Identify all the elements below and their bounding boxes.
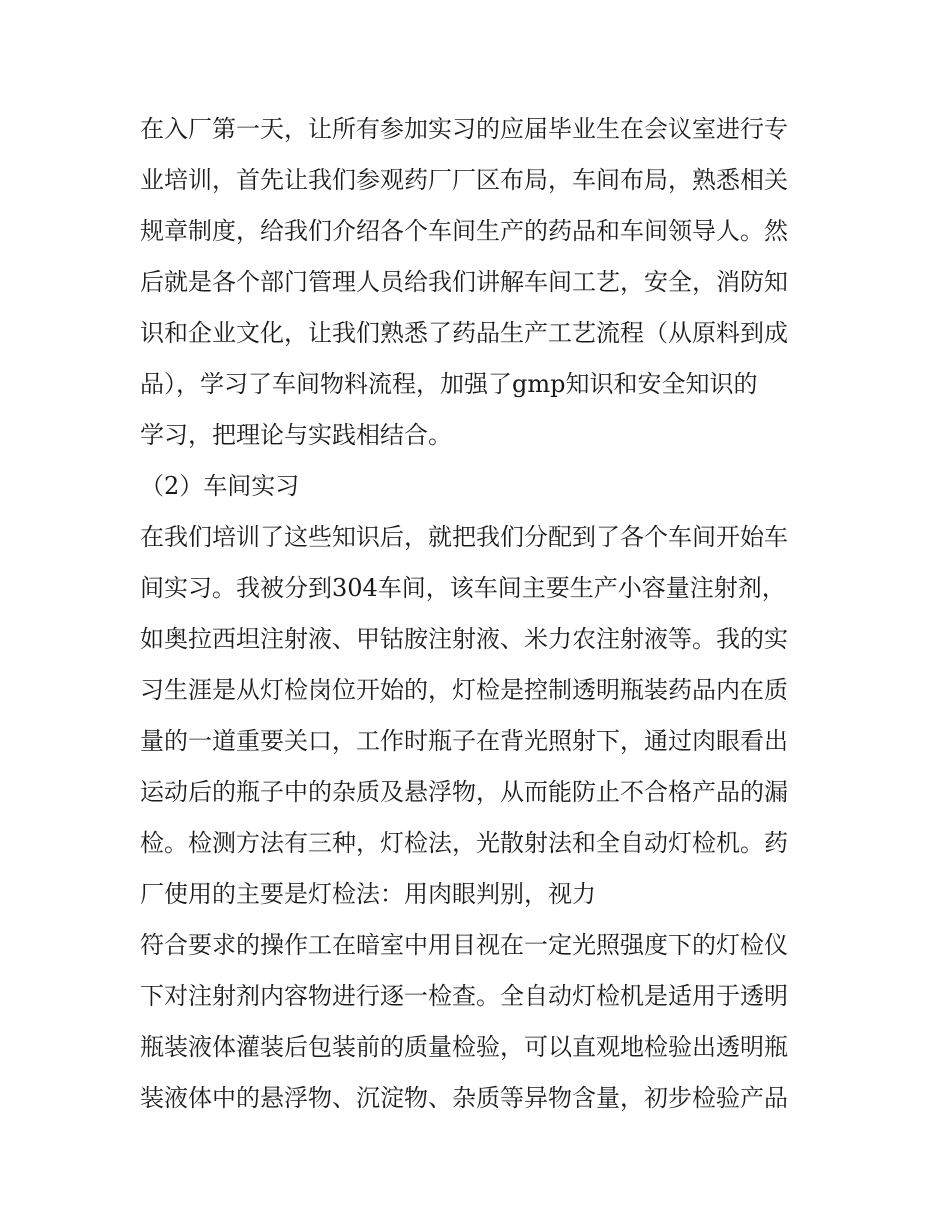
section-heading: （2）车间实习	[140, 472, 300, 500]
text-line-5: 识和企业文化，让我们熟悉了药品生产工艺流程（从原料到成	[140, 319, 788, 347]
text-line-3: 规章制度，给我们介绍各个车间生产的药品和车间领导人。然	[140, 217, 788, 245]
document-body	[140, 104, 815, 1124]
text-line-6: 品），学习了车间物料流程，加强了gmp知识和安全知识的	[140, 370, 758, 398]
text-line-17: 符合要求的操作工在暗室中用目视在一定光照强度下的灯检仪	[140, 931, 788, 959]
text-line-10: 间实习。我被分到304车间，该车间主要生产小容量注射剂，	[140, 574, 786, 602]
text-line-9: 在我们培训了这些知识后，就把我们分配到了各个车间开始车	[140, 523, 788, 551]
text-line-16: 厂使用的主要是灯检法：用肉眼判别，视力	[140, 880, 596, 908]
text-line-15: 检。检测方法有三种，灯检法，光散射法和全自动灯检机。药	[140, 829, 788, 857]
text-line-18: 下对注射剂内容物进行逐一检查。全自动灯检机是适用于透明	[140, 982, 788, 1010]
text-line-14: 运动后的瓶子中的杂质及悬浮物，从而能防止不合格产品的漏	[140, 778, 788, 806]
text-line-19: 瓶装液体灌装后包装前的质量检验，可以直观地检验出透明瓶	[140, 1033, 788, 1061]
text-line-7: 学习，把理论与实践相结合。	[140, 421, 452, 449]
text-line-12: 习生涯是从灯检岗位开始的，灯检是控制透明瓶装药品内在质	[140, 676, 788, 704]
text-line-4: 后就是各个部门管理人员给我们讲解车间工艺，安全，消防知	[140, 268, 788, 296]
text-line-20: 装液体中的悬浮物、沉淀物、杂质等异物含量，初步检验产品	[140, 1084, 788, 1112]
text-line-11: 如奥拉西坦注射液、甲钴胺注射液、米力农注射液等。我的实	[140, 625, 788, 653]
text-line-2: 业培训，首先让我们参观药厂厂区布局，车间布局，熟悉相关	[140, 166, 788, 194]
text-line-13: 量的一道重要关口，工作时瓶子在背光照射下，通过肉眼看出	[140, 727, 788, 755]
text-line-1: 在入厂第一天，让所有参加实习的应届毕业生在会议室进行专	[140, 115, 788, 143]
